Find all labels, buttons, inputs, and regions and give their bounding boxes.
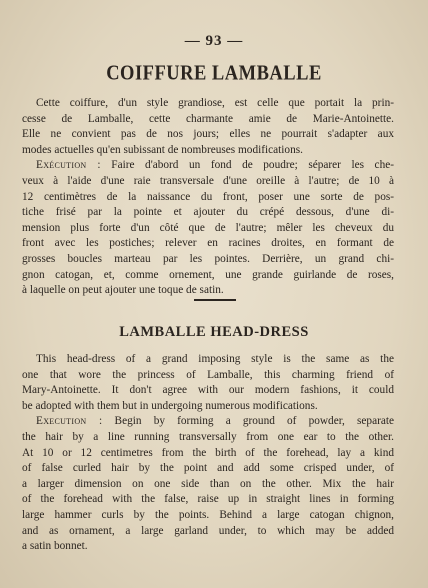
english-para2-line: a satin bonnet. [22,540,88,553]
english-title: LAMBALLE HEAD-DRESS [119,324,309,340]
english-para2-line: a larger dimension on one side than on the other. Mix the hair [22,477,394,490]
english-para2-line: of the forehead with the false, raise up in straight lines in forming [22,493,394,506]
english-para1-line: be adopted with them but in undergoing numerous modifications. [22,399,318,412]
english-body [22,352,394,555]
french-para1-line: cesse de Lamballe, cette charmante amie de Marie-Antoinette. [22,112,394,125]
french-para1-line: modes actuelles qu'en subissant de nombreuses modifications. [22,143,303,156]
french-para2-line: mension plus forte d'un côté que de l'autre; mêler les cheveux du [22,221,394,234]
english-para2-line: At 10 or 12 centimetres from the birth of the forehead, lay a kind [22,446,394,459]
english-para1-line: Mary-Antoinette. It don't agree with our modern fashions, it could [22,384,394,397]
english-para2-first-text: Begin by forming a ground of powder, separate [102,415,395,428]
english-para2-line: the hair by a line running transversally from one ear to the other. [22,430,394,443]
french-para2-line: gnon catogan, et, comme ornement, une grande guirlande de roses, [22,268,394,281]
french-para2-first-line [22,158,394,174]
french-body [22,96,394,299]
english-para1-line: one that wore the princess of Lamballe, this charming friend of [22,368,394,381]
english-para1-line: This head-dress of a grand imposing style is the same as the [36,353,394,365]
english-para2-first-line [22,414,394,430]
french-para2-line: tiche frisé par la pointe et ajouter du crépé dessous, d'une di- [22,206,394,219]
french-para2-line: veux à l'aide d'une raie transversale d'une oreille à l'autre; de 10 à [22,174,394,187]
english-para2-line: and as ornament, a large garland under, to which may be added [22,524,394,537]
english-para2-line: large hammer curls by the points. Behind a large catogan chignon, [22,508,394,521]
english-para2-line: of false curled hair by the point and add some crisped under, of [22,462,394,475]
french-para1-line: Elle ne convient pas de nos jours; elles ne pourrait s'adapter aux [22,128,394,141]
french-para2-line: front avec les postiches; relever en racines droites, en formant de [22,237,394,250]
french-para1-line: Cette coiffure, d'un style grandiose, est celle que portait la prin- [36,97,394,109]
french-para2-line: à laquelle on peut ajouter une toque de satin. [22,284,224,297]
section-divider [194,299,236,301]
french-para2-first-text: Faire d'abord un fond de poudre; séparer les che- [100,159,395,172]
french-para2-line: 12 centimètres de la naissance du front, poser une sorte de pos- [22,190,394,203]
english-execution-label: Execution : [36,415,103,428]
french-execution-label: Exécution : [36,159,101,172]
page-number: — 93 — [184,33,244,49]
french-title: COIFFURE LAMBALLE [106,62,322,86]
french-para2-line: grosses boucles marteau par les pointes. Derrière, un grand chi- [22,252,394,265]
